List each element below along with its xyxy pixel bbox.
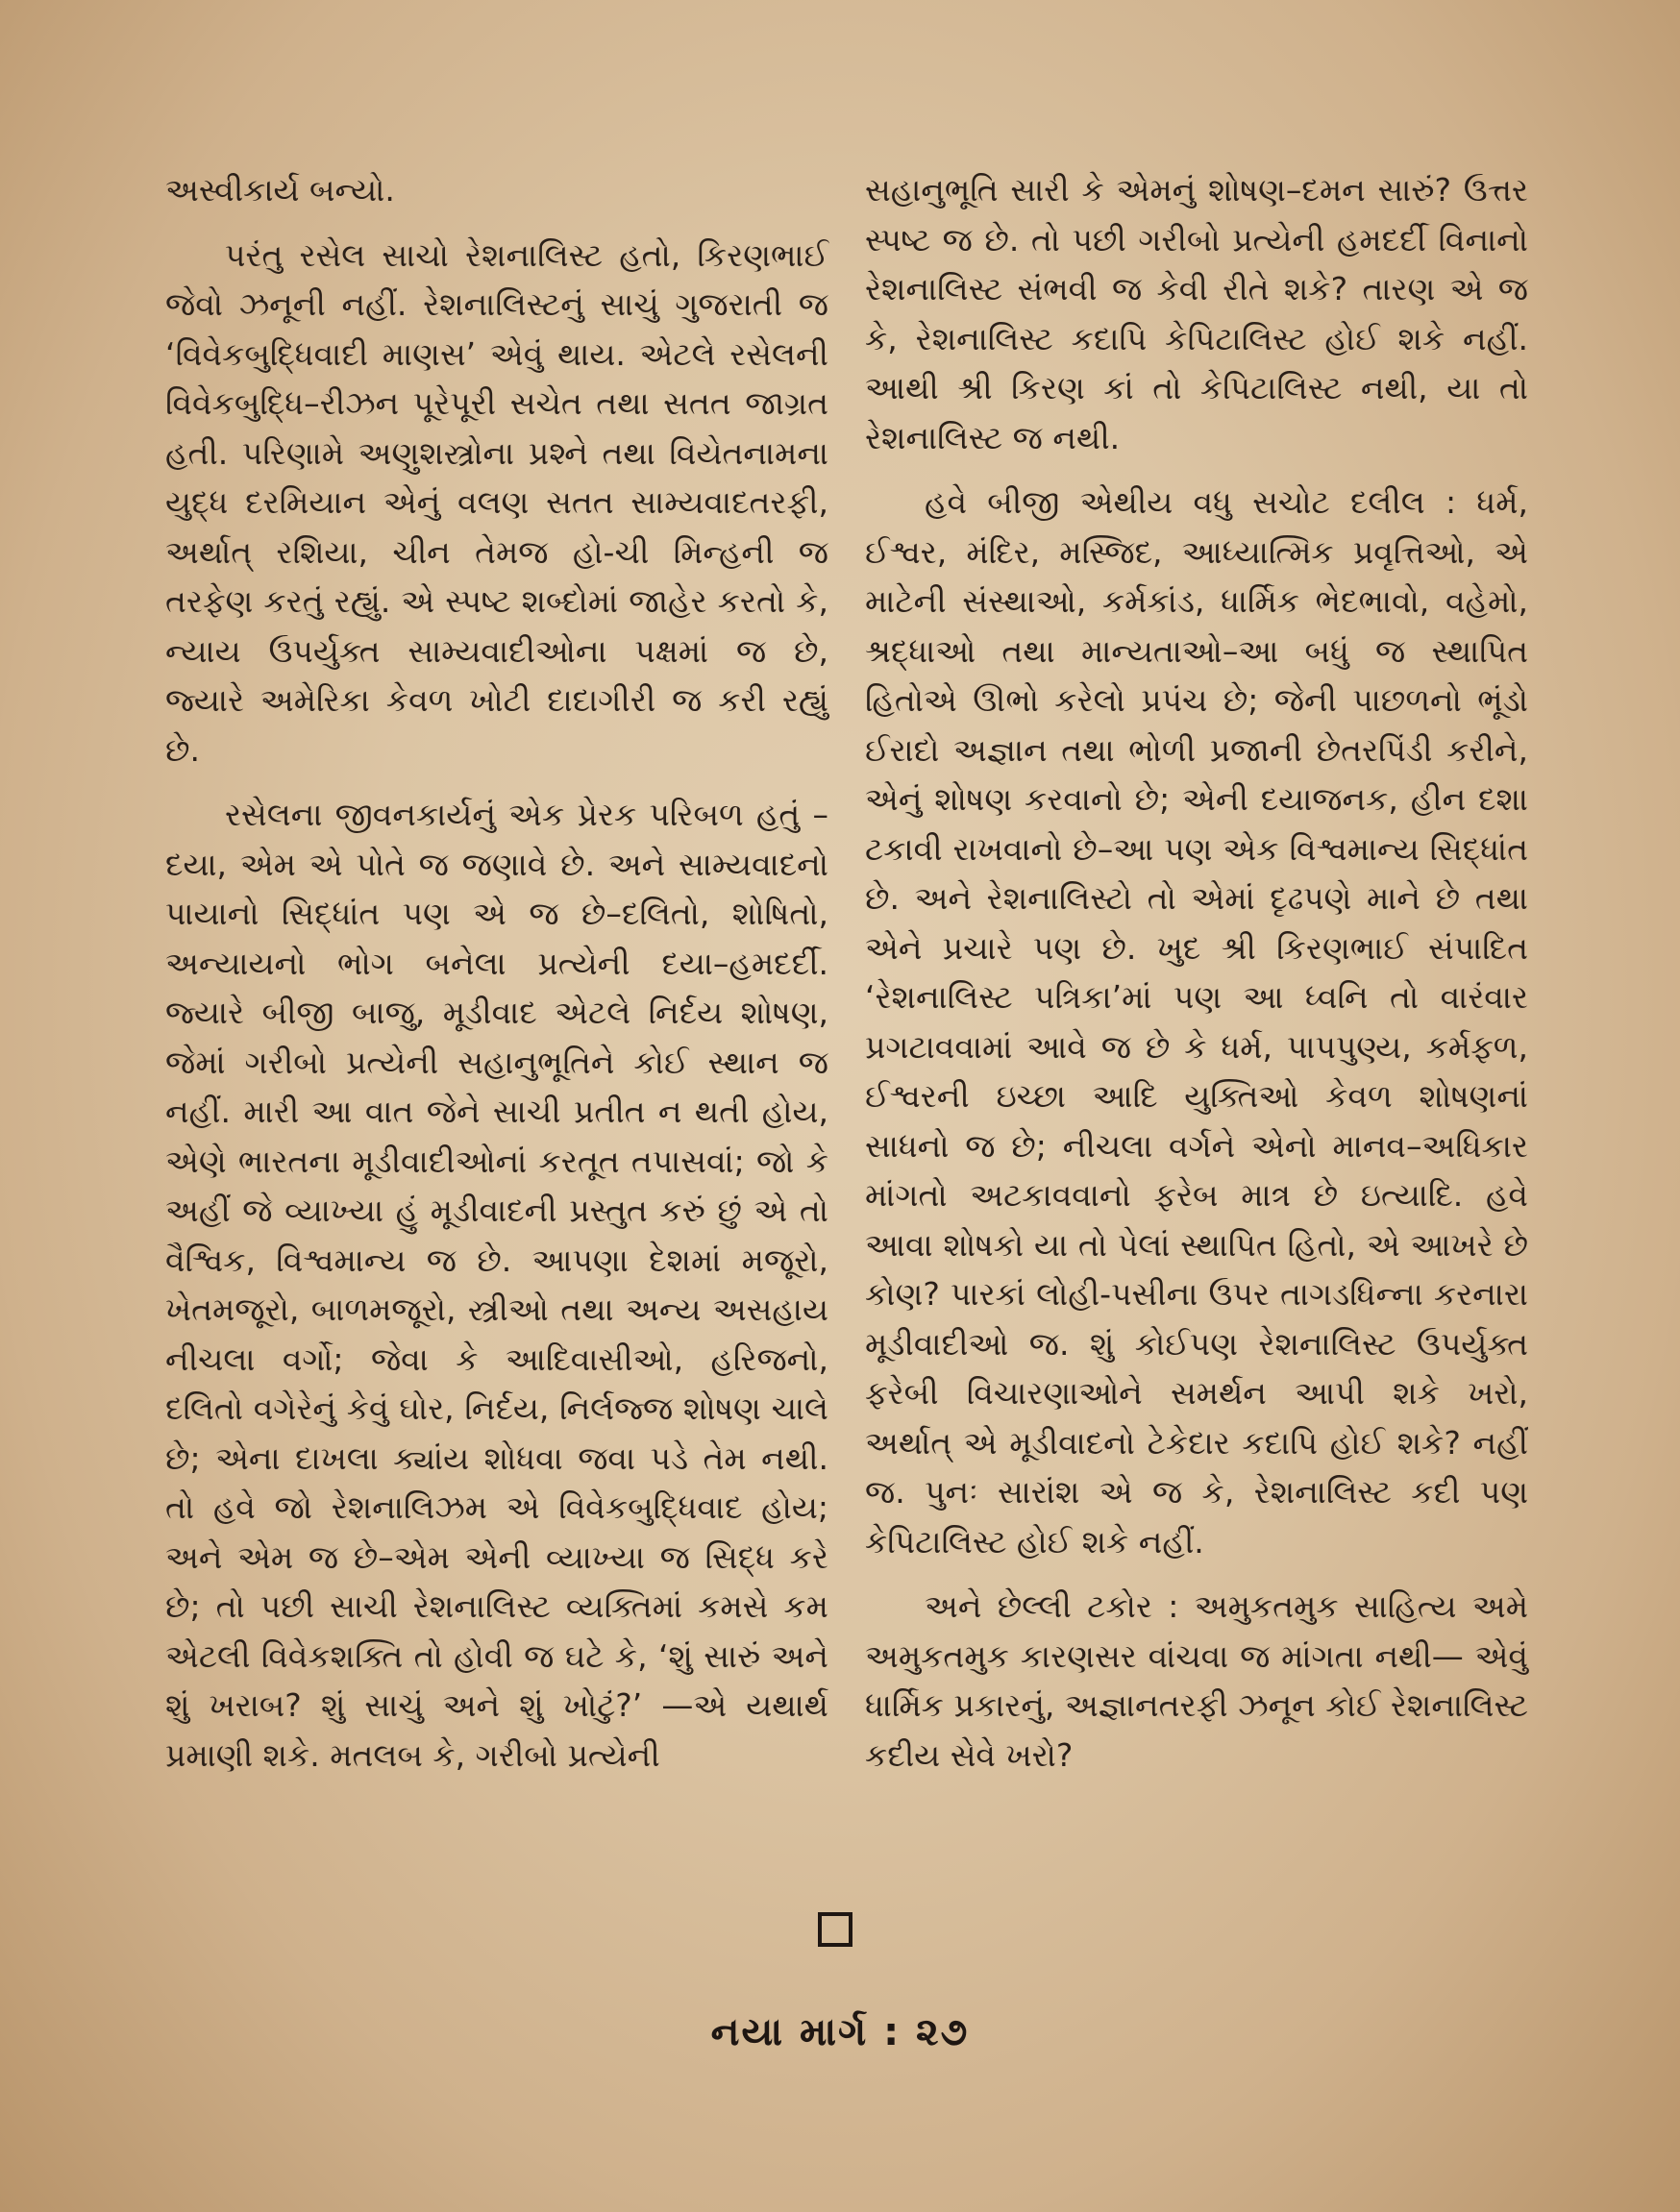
page-footer: નયા માર્ગ : ૨૭	[710, 2010, 970, 2054]
paragraph: પરંતુ રસેલ સાચો રેશનાલિસ્ટ હતો, કિરણભાઈ જેવો ઝનૂની નહીં. રેશનાલિસ્ટનું સાચું ગુજરાતી જ ‘વિવેકબુદ્ધિવાદી માણસ’ એવું થાય. એટલે રસેલની વિવેકબુદ્ધિ–રીઝન પૂરેપૂરી સચેત તથા સતત જાગ્રત હતી. પરિણામે અણુશસ્ત્રોના પ્રશ્ને તથા વિયેતનામના યુદ્ધ દરમિયાન એનું વલણ સતત સામ્યવાદતરફી, અર્થાત્ રશિયા, ચીન તેમજ હો-ચી મિન્હની જ તરફેણ કરતું રહ્યું. એ સ્પષ્ટ શબ્દોમાં જાહેર કરતો કે, ન્યાય ઉપર્યુક્ત સામ્યવાદીઓના પક્ષમાં જ છે, જ્યારે અમેરિકા કેવળ ખોટી દાદાગીરી જ કરી રહ્યું છે.	[165, 235, 828, 769]
paragraph: અને છેલ્લી ટકોર : અમુકતમુક સાહિત્ય અમે અમુકતમુક કારણસર વાંચવા જ માંગતા નથી— એવું ધાર્મિક પ્રકારનું, અજ્ઞાનતરફી ઝનૂન કોઈ રેશનાલિસ્ટ કદીય સેવે ખરો?	[865, 1587, 1528, 1774]
end-of-article-square-icon	[818, 1912, 852, 1947]
paragraph: રસેલના જીવનકાર્યનું એક પ્રેરક પરિબળ હતું –દયા, એમ એ પોતે જ જણાવે છે. અને સામ્યવાદનો પાયાનો સિદ્ધાંત પણ એ જ છે–દલિતો, શોષિતો, અન્યાયનો ભોગ બનેલા પ્રત્યેની દયા–હમદર્દી. જ્યારે બીજી બાજુ, મૂડીવાદ એટલે નિર્દય શોષણ, જેમાં ગરીબો પ્રત્યેની સહાનુભૂતિને કોઈ સ્થાન જ નહીં. મારી આ વાત જેને સાચી પ્રતીત ન થતી હોય, એણે ભારતના મૂડીવાદીઓનાં કરતૂત તપાસવાં; જો કે અહીં જે વ્યાખ્યા હું મૂડીવાદની પ્રસ્તુત કરું છું એ તો વૈશ્વિક, વિશ્વમાન્ય જ છે. આપણા દેશમાં મજૂરો, ખેતમજૂરો, બાળમજૂરો, સ્ત્રીઓ તથા અન્ય અસહાય નીચલા વર્ગો; જેવા કે આદિવાસીઓ, હરિજનો, દલિતો વગેરેનું કેવું ઘોર, નિર્દય, નિર્લજ્જ શોષણ ચાલે છે; એના દાખલા ક્યાંય શોધવા જવા પડે તેમ નથી. તો હવે જો રેશનાલિઝમ એ વિવેકબુદ્ધિવાદ હોય; અને એમ જ છે–એમ એની વ્યાખ્યા જ સિદ્ધ કરે છે; તો પછી સાચી રેશનાલિસ્ટ વ્યક્તિમાં કમસે કમ એટલી વિવેકશક્તિ તો હોવી જ ઘટે કે, ‘શું સારું અને શું ખરાબ? શું સાચું અને શું ખોટું?’ —એ યથાર્થ પ્રમાણી શકે. મતલબ કે, ગરીબો પ્રત્યેની	[165, 796, 828, 1774]
left-text-column	[165, 165, 828, 1795]
paragraph: સહાનુભૂતિ સારી કે એમનું શોષણ–દમન સારું? ઉત્તર સ્પષ્ટ જ છે. તો પછી ગરીબો પ્રત્યેની હમદર્દી વિનાનો રેશનાલિસ્ટ સંભવી જ કેવી રીતે શકે? તારણ એ જ કે, રેશનાલિસ્ટ કદાપિ કેપિટાલિસ્ટ હોઈ શકે નહીં. આથી શ્રી કિરણ કાં તો કેપિટાલિસ્ટ નથી, યા તો રેશનાલિસ્ટ જ નથી.	[865, 171, 1528, 456]
right-text-column	[865, 165, 1528, 1795]
paragraph: હવે બીજી એથીય વધુ સચોટ દલીલ : ધર્મ, ઈશ્વર, મંદિર, મસ્જિદ, આધ્યાત્મિક પ્રવૃત્તિઓ, એ માટેની સંસ્થાઓ, કર્મકાંડ, ધાર્મિક ભેદભાવો, વહેમો, શ્રદ્ધાઓ તથા માન્યતાઓ–આ બધું જ સ્થાપિત હિતોએ ઊભો કરેલો પ્રપંચ છે; જેની પાછળનો ભૂંડો ઈરાદો અજ્ઞાન તથા ભોળી પ્રજાની છેતરપિંડી કરીને, એનું શોષણ કરવાનો છે; એની દયાજનક, હીન દશા ટકાવી રાખવાનો છે–આ પણ એક વિશ્વમાન્ય સિદ્ધાંત છે. અને રેશનાલિસ્ટો તો એમાં દૃઢપણે માને છે તથા એને પ્રચારે પણ છે. ખુદ શ્રી કિરણભાઈ સંપાદિત ‘રેશનાલિસ્ટ પત્રિકા’માં પણ આ ધ્વનિ તો વારંવાર પ્રગટાવવામાં આવે જ છે કે ધર્મ, પાપપુણ્ય, કર્મફળ, ઈશ્વરની ઇચ્છા આદિ યુક્તિઓ કેવળ શોષણનાં સાધનો જ છે; નીચલા વર્ગને એનો માનવ–અધિકાર માંગતો અટકાવવાનો ફરેબ માત્ર છે ઇત્યાદિ. હવે આવા શોષકો યા તો પેલાં સ્થાપિત હિતો, એ આખરે છે કોણ? પારકાં લોહી-પસીના ઉપર તાગડધિન્ના કરનારા મૂડીવાદીઓ જ. શું કોઈપણ રેશનાલિસ્ટ ઉપર્યુક્ત ફરેબી વિચારણાઓને સમર્થન આપી શકે ખરો, અર્થાત્ એ મૂડીવાદનો ટેકેદાર કદાપિ હોઈ શકે? નહીં જ. પુનઃ સારાંશ એ જ કે, રેશનાલિસ્ટ કદી પણ કેપિટાલિસ્ટ હોઈ શકે નહીં.	[865, 483, 1528, 1561]
paragraph: અસ્વીકાર્ય બન્યો.	[165, 171, 395, 209]
